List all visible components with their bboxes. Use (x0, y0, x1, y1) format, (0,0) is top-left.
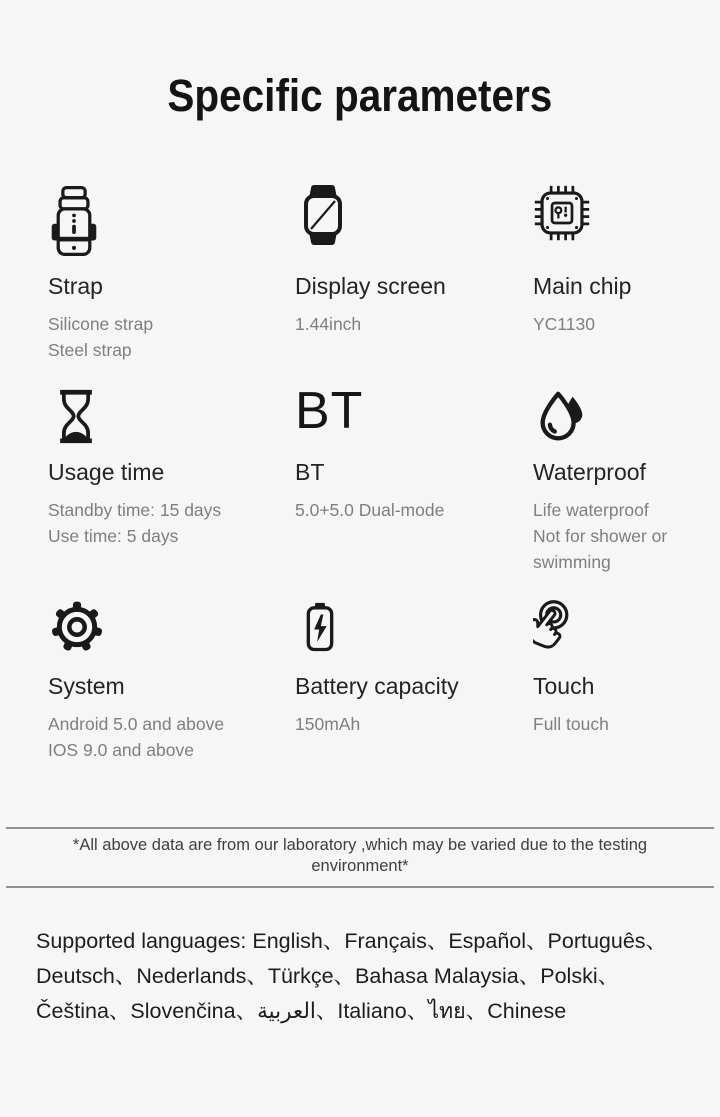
param-usage-time (48, 388, 295, 598)
param-system (48, 598, 295, 763)
param-label: Strap (48, 273, 103, 299)
param-label: System (48, 673, 125, 699)
param-desc-line: 150mAh (295, 714, 361, 734)
param-desc-line: Silicone strap (48, 314, 154, 334)
param-desc-line: 1.44inch (295, 314, 362, 334)
param-display-screen (295, 184, 533, 388)
param-label: Display screen (295, 273, 446, 299)
bt-glyph-text: BT (295, 382, 364, 440)
battery-icon (295, 598, 345, 672)
strap-icon (48, 184, 100, 272)
display-screen-icon (295, 184, 351, 272)
param-label: Battery capacity (295, 673, 459, 699)
param-desc (533, 711, 609, 737)
param-bt (295, 382, 533, 598)
hourglass-icon (48, 388, 104, 458)
param-battery (295, 598, 533, 763)
chip-icon (533, 184, 591, 272)
param-main-chip (533, 184, 708, 388)
param-touch (533, 598, 708, 763)
param-desc (295, 497, 444, 523)
param-label: Main chip (533, 273, 632, 299)
lab-disclaimer (6, 827, 714, 888)
param-desc-line: Not for shower or swimming (533, 526, 668, 572)
param-desc-line: 5.0+5.0 Dual-mode (295, 500, 445, 520)
supported-languages: Supported languages: English、Français、Español、Português、Deutsch、Nederlands、Türkçe、Bahasa Malaysia、Polski、Čeština、Slovenčina、العربية、Italiano、ไทย、Chinese (36, 929, 668, 1023)
param-desc-line: Android 5.0 and above (48, 714, 225, 734)
param-desc (48, 711, 224, 763)
param-label: Touch (533, 673, 595, 699)
lab-disclaimer-text: *All above data are from our laboratory ,which may be varied due to the testing environment* (72, 836, 648, 875)
param-desc-line: Standby time: 15 days (48, 500, 222, 520)
waterproof-drop-icon (533, 388, 591, 458)
page-title (0, 70, 720, 122)
parameters-grid (0, 184, 720, 763)
param-desc-line: Steel strap (48, 340, 132, 360)
param-desc (48, 311, 153, 363)
param-desc (48, 497, 221, 549)
param-desc (295, 711, 360, 737)
param-label: Usage time (48, 459, 165, 485)
param-desc-line: Use time: 5 days (48, 526, 179, 546)
param-label: Waterproof (533, 459, 646, 485)
param-desc-line: Full touch (533, 714, 609, 734)
param-desc (533, 311, 595, 337)
param-desc-line: Life waterproof (533, 500, 649, 520)
gear-icon (48, 598, 106, 672)
param-waterproof (533, 388, 708, 598)
param-desc (533, 497, 708, 575)
param-strap (48, 184, 295, 388)
touch-icon (533, 598, 595, 672)
page-title-text: Specific parameters (167, 70, 553, 121)
bt-text-icon (295, 382, 364, 458)
param-desc-line: YC1130 (533, 314, 595, 334)
param-desc (295, 311, 361, 337)
param-desc-line: IOS 9.0 and above (48, 740, 194, 760)
param-label: BT (295, 459, 325, 485)
